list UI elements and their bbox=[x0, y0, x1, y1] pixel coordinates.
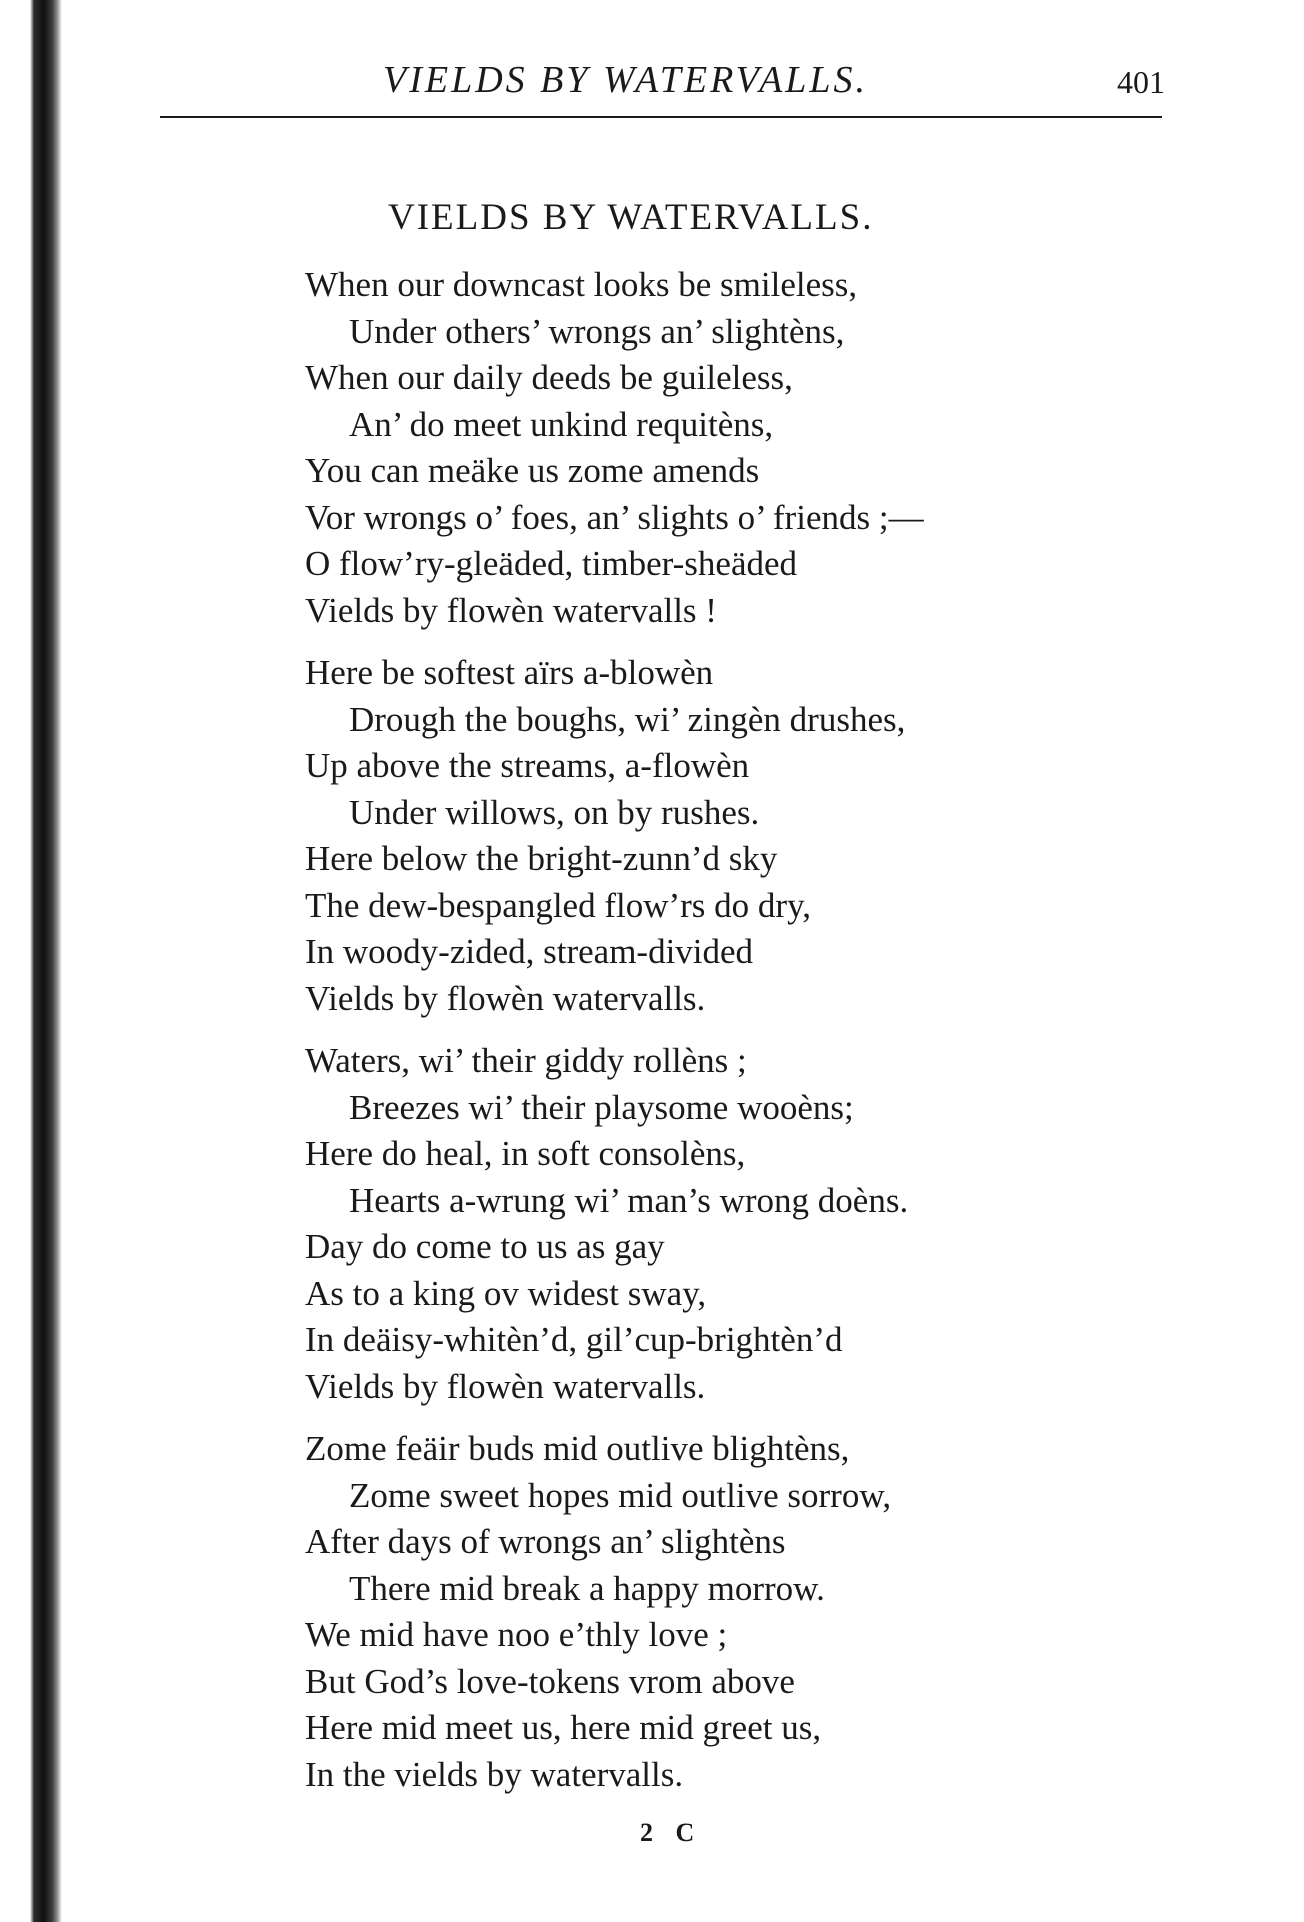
poem-line: Under willows, on by rushes. bbox=[349, 792, 760, 832]
poem-line: An’ do meet unkind requitèns, bbox=[349, 404, 774, 444]
poem-line: Here below the bright-zunn’d sky bbox=[305, 839, 778, 878]
poem-line: When our downcast looks be smileless, bbox=[305, 265, 858, 304]
poem-line: Zome sweet hopes mid outlive sorrow, bbox=[349, 1475, 892, 1515]
poem-line: Vields by flowèn watervalls ! bbox=[305, 590, 717, 630]
poem-line: There mid break a happy morrow. bbox=[349, 1568, 825, 1608]
stanza-4 bbox=[305, 1426, 1085, 1798]
poem-line: Here do heal, in soft consolèns, bbox=[305, 1134, 746, 1173]
poem-line: You can meäke us zome amends bbox=[305, 451, 760, 490]
poem-line: Under others’ wrongs an’ slightèns, bbox=[349, 311, 845, 351]
stanza-2 bbox=[305, 650, 1085, 1022]
poem-line: Vor wrongs o’ foes, an’ slights o’ friends ;— bbox=[305, 497, 924, 537]
poem-line: Zome feäir buds mid outlive blightèns, bbox=[305, 1429, 850, 1468]
poem-line: The dew-bespangled flow’rs do dry, bbox=[305, 885, 812, 925]
stanza-1 bbox=[305, 262, 1085, 634]
poem-line: Waters, wi’ their giddy rollèns ; bbox=[305, 1041, 747, 1080]
poem-line: Breezes wi’ their playsome wooèns; bbox=[349, 1087, 854, 1127]
book-binding-edge bbox=[0, 0, 62, 1922]
signature-mark: 2 C bbox=[640, 1818, 703, 1847]
poem-line: We mid have noo e’thly love ; bbox=[305, 1615, 728, 1654]
poem-line: In woody-zided, stream-divided bbox=[305, 932, 754, 971]
running-head bbox=[155, 58, 1165, 108]
stanza-3 bbox=[305, 1038, 1085, 1410]
poem-line: Vields by flowèn watervalls. bbox=[305, 1366, 706, 1406]
poem-line: Up above the streams, a-flowèn bbox=[305, 746, 750, 785]
poem-line: When our daily deeds be guileless, bbox=[305, 358, 793, 397]
poem-line: As to a king ov widest sway, bbox=[305, 1273, 707, 1313]
poem-line: Here mid meet us, here mid greet us, bbox=[305, 1708, 822, 1747]
poem-title: VIELDS BY WATERVALLS. bbox=[388, 197, 874, 238]
poem-line: Day do come to us as gay bbox=[305, 1227, 665, 1266]
page-number: 401 bbox=[1117, 64, 1165, 100]
header-rule bbox=[160, 116, 1162, 118]
poem-line: Drough the boughs, wi’ zingèn drushes, bbox=[349, 699, 906, 739]
poem-line: After days of wrongs an’ slightèns bbox=[305, 1522, 786, 1561]
poem-line: Vields by flowèn watervalls. bbox=[305, 978, 706, 1018]
poem-body bbox=[305, 262, 1085, 1814]
poem-line: But God’s love-tokens vrom above bbox=[305, 1661, 795, 1701]
running-title: VIELDS BY WATERVALLS. bbox=[383, 59, 869, 101]
poem-line: Here be softest aïrs a-blowèn bbox=[305, 653, 714, 692]
poem-line: In deäisy-whitèn’d, gil’cup-brightèn’d bbox=[305, 1320, 843, 1359]
poem-line: Hearts a-wrung wi’ man’s wrong doèns. bbox=[349, 1180, 909, 1220]
poem-line: O flow’ry-gleäded, timber-sheäded bbox=[305, 544, 798, 583]
poem-line: In the vields by watervalls. bbox=[305, 1754, 684, 1794]
